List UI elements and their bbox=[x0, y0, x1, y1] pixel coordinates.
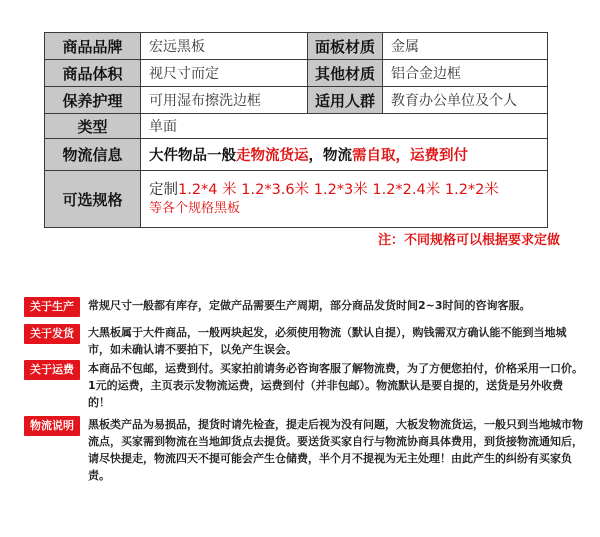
shipping-value bbox=[141, 139, 548, 171]
material-value: 金属 bbox=[383, 33, 548, 60]
brand-label: 商品品牌 bbox=[45, 33, 141, 60]
table-row bbox=[45, 114, 548, 139]
shipping-part4: 需自取，运费到付 bbox=[352, 148, 468, 164]
options-value bbox=[141, 171, 548, 228]
notice-logistics bbox=[24, 416, 584, 484]
shipping-text bbox=[149, 148, 468, 164]
options-label: 可选规格 bbox=[45, 171, 141, 228]
size-value: 视尺寸而定 bbox=[141, 60, 308, 87]
options-sizes-line bbox=[149, 180, 547, 200]
shipping-part2: 走物流货运 bbox=[236, 148, 309, 164]
table-row bbox=[45, 171, 548, 228]
table-row bbox=[45, 87, 548, 114]
notice-text: 大黑板属于大件商品，一般两块起发，必须使用物流（默认自提），购钱需双方确认能不能到当地城市，如未确认请不要拍下，以免产生误会。 bbox=[88, 326, 567, 356]
notice-badge: 关于发货 bbox=[24, 324, 80, 344]
audience-value: 教育办公单位及个人 bbox=[383, 87, 548, 114]
table-row bbox=[45, 139, 548, 171]
options-sizes: 1.2*4 米 1.2*3.6米 1.2*3米 1.2*2.4米 1.2*2米 bbox=[178, 182, 499, 198]
notice-badge: 关于运费 bbox=[24, 360, 80, 380]
notice-text: 常规尺寸一般都有库存，定做产品需要生产周期，部分商品发货时间2~3时间的咨询客服。 bbox=[88, 299, 531, 312]
type-label: 类型 bbox=[45, 114, 141, 139]
notice-text: 本商品不包邮，运费到付。买家拍前请务必咨询客服了解物流费，为了方便您拍付，价格采用一口价。1元的运费，主页表示发物流运费，运费到付（并非包邮）。物流默认是要自提的，送货是另外收费的！ bbox=[88, 362, 583, 409]
table-row bbox=[45, 60, 548, 87]
care-label: 保养护理 bbox=[45, 87, 141, 114]
material-label: 面板材质 bbox=[308, 33, 383, 60]
notice-delivery bbox=[24, 324, 584, 358]
options-prefix: 定制 bbox=[149, 182, 178, 198]
notice-production bbox=[24, 297, 584, 317]
options-note: 等各个规格黑板 bbox=[149, 201, 241, 216]
notice-badge: 物流说明 bbox=[24, 416, 80, 436]
spec-table bbox=[44, 32, 548, 228]
care-value: 可用湿布擦洗边框 bbox=[141, 87, 308, 114]
table-row bbox=[45, 33, 548, 60]
other-material-label: 其他材质 bbox=[308, 60, 383, 87]
brand-value: 宏远黑板 bbox=[141, 33, 308, 60]
size-label: 商品体积 bbox=[45, 60, 141, 87]
notice-text: 黑板类产品为易损品，提货时请先检查，提走后视为没有问题，大板发物流货运，一般只到当地城市物流点，买家需到物流在当地卸货点去提货。要送货买家自行与物流协商具体费用，到货接物流通知后，请尽快提走，物流四天不提可能会产生仓储费，半个月不提视为无主处理！由此产生的纠纷有买家负责。 bbox=[88, 418, 583, 482]
shipping-part3: ，物流 bbox=[308, 148, 352, 164]
shipping-part1: 大件物品一般 bbox=[149, 148, 236, 164]
audience-label: 适用人群 bbox=[308, 87, 383, 114]
type-value: 单面 bbox=[141, 114, 548, 139]
shipping-label: 物流信息 bbox=[45, 139, 141, 171]
custom-size-note: 注：不同规格可以根据要求定做 bbox=[377, 233, 560, 248]
notice-badge: 关于生产 bbox=[24, 297, 80, 317]
notice-freight bbox=[24, 360, 584, 411]
other-material-value: 铝合金边框 bbox=[383, 60, 548, 87]
